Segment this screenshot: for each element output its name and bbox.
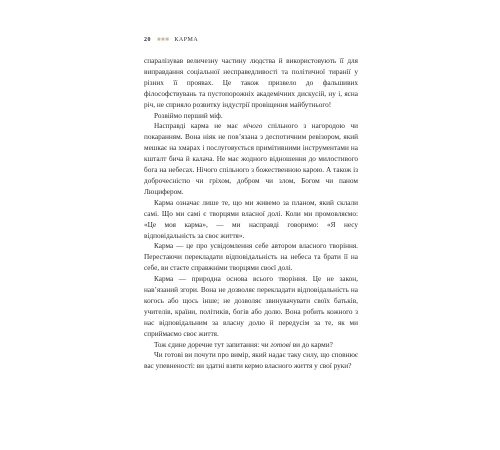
paragraph: Карма — це про усвідомлення себе автором власного творіння. Перестаючи перекладати відповідальність на небеса та брати її на себе, ви стаєте справжніми творцями своєї долі. [144,242,358,273]
header-separator: ■■■ [157,37,170,43]
paragraph-text: спільного з нагородою чи покаранням. Вона ніяк не пов’язана з деспотичним ревізором, який мешкає на хмарах і послуговується примітивними інструментами на кшталт бича й калача. Не має жодного відношення до милостивого бога на небесах. Нічого спільного з божественною карою. А також із доброчесністю чи гріхом, добром чи злом, Богом чи паном Люцифером. [144,122,358,196]
paragraph [144,340,358,351]
paragraph: Чи готові ви почути про вимір, який надає таку силу, що сповнює вас упевненості: ви здатні взяти кермо власного життя у свої руки? [144,351,358,371]
page-header [144,37,198,43]
paragraph: Розвіймо перший міф. [154,111,223,120]
emphasis-text: готові [270,340,291,349]
paragraph-text: Тож єдине доречне тут запитання: чи [154,340,271,349]
paragraph: спаралізував величезну частину людства й використовують її для виправдання соціальної несправедливості та політичної тиранії у різних її проявах. Це також призвело до фальшивих філософствувань та пустопорожніх академічних дискусій, ну і, ясна річ, не сприяло розвитку індустрії провіщення майбутнього! [144,57,358,109]
paragraph-text: ви до карми? [290,340,333,349]
paragraph-text: Насправді карма не має [154,122,244,131]
chapter-title: КАРМА [174,37,199,43]
page-number: 20 [144,37,151,43]
page-body [144,56,358,372]
emphasis-text: нічого [243,122,263,131]
paragraph [144,121,358,197]
paragraph: Карма означає лише те, що ми живемо за планом, який склали самі. Що ми самі є творцями власної долі. Коли ми промовляємо: «Це моя карма», — ми насправді говоримо: «Я несу відповідальність за своє життя». [144,198,358,240]
paragraph: Карма — природна основа всього творіння. Це не закон, нав’язаний згори. Вона не дозволяє перекладати відповідальність на когось або щось інше; не дозволяє звинувачувати своїх батьків, учителів, країни, політиків, богів або долю. Вона робить кожного з нас відповідальним за власну долю й передусім за те, як ми сприймаємо своє життя. [144,275,358,338]
